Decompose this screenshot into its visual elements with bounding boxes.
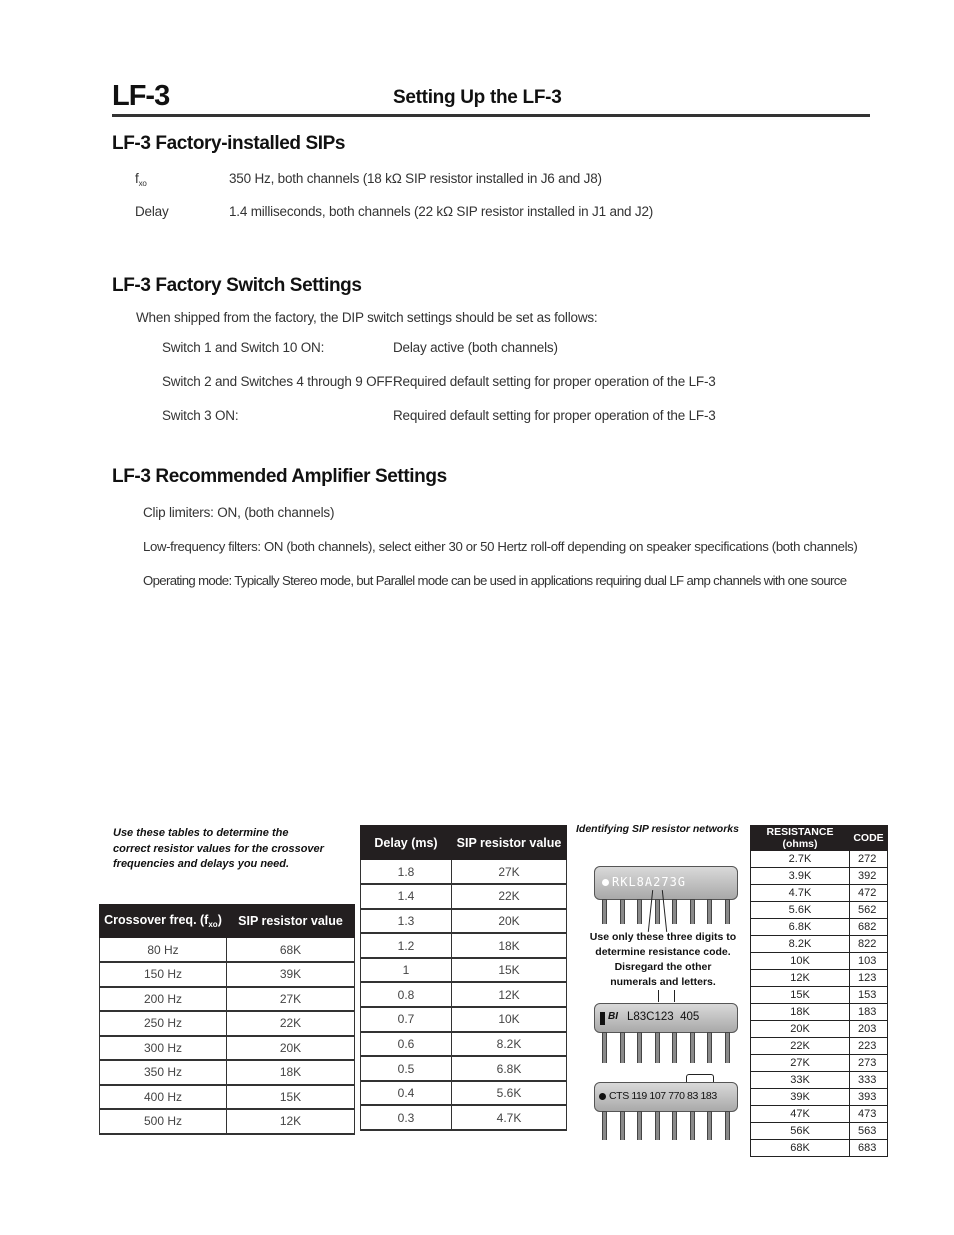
crossover-row bbox=[100, 962, 355, 987]
sip-pin bbox=[672, 1111, 677, 1140]
crossover-row bbox=[100, 1036, 355, 1061]
delay-row bbox=[361, 1032, 567, 1057]
resistance-row bbox=[751, 1072, 888, 1089]
delay-row-cell: 0.4 bbox=[361, 1081, 452, 1106]
amp-heading: LF-3 Recommended Amplifier Settings bbox=[112, 466, 447, 487]
crossover-header-value: SIP resistor value bbox=[227, 905, 355, 938]
crossover-row bbox=[100, 1109, 355, 1134]
resistance-row-cell: 473 bbox=[850, 1106, 888, 1123]
crossover-header-freq: Crossover freq. $(f_{xo})$ bbox=[100, 905, 227, 938]
delay-row-cell: 18K bbox=[452, 933, 567, 958]
delay-row-cell: 1.8 bbox=[361, 860, 452, 885]
crossover-row-cell: 250 Hz bbox=[100, 1011, 227, 1036]
crossover-row-cell: 150 Hz bbox=[100, 962, 227, 987]
amp-item-filters: Low-frequency filters: ON (both channels), select either 30 or 50 Hertz roll-off depending on speaker specifications (both channels) bbox=[143, 539, 858, 554]
sip-chip-2-text: L83C123 405 bbox=[627, 1011, 700, 1023]
delay-row-cell: 4.7K bbox=[452, 1105, 567, 1130]
delay-row-cell: 0.8 bbox=[361, 982, 452, 1007]
resistance-row-cell: 39K bbox=[751, 1089, 850, 1106]
switch-row-2-value: Required default setting for proper operation of the LF-3 bbox=[393, 374, 716, 389]
resistance-row-cell: 153 bbox=[850, 987, 888, 1004]
crossover-row bbox=[100, 987, 355, 1012]
resistance-row-cell: 27K bbox=[751, 1055, 850, 1072]
crossover-row-cell: 500 Hz bbox=[100, 1109, 227, 1134]
resistance-row bbox=[751, 1055, 888, 1072]
resistance-row bbox=[751, 851, 888, 868]
delay-row bbox=[361, 958, 567, 983]
sip-pin bbox=[707, 1032, 712, 1063]
sip-pin bbox=[690, 1111, 695, 1140]
resistance-row bbox=[751, 919, 888, 936]
sip-figure bbox=[586, 860, 746, 1150]
switches-intro: When shipped from the factory, the DIP switch settings should be set as follows: bbox=[136, 310, 598, 325]
sip-pin bbox=[637, 899, 642, 924]
delay-row bbox=[361, 982, 567, 1007]
delay-row-cell: 6.8K bbox=[452, 1056, 567, 1081]
delay-row bbox=[361, 1105, 567, 1130]
sip-pin bbox=[620, 1032, 625, 1063]
delay-row-cell: 15K bbox=[452, 958, 567, 983]
sip-figure-caption: Identifying SIP resistor networks bbox=[576, 823, 739, 835]
crossover-row-cell: 18K bbox=[227, 1060, 355, 1085]
sips-fxo-label: $f_{xo}$ bbox=[135, 171, 147, 188]
sip-pin bbox=[620, 899, 625, 924]
delay-table bbox=[360, 825, 567, 1131]
resistance-row-cell: 123 bbox=[850, 970, 888, 987]
resistance-table bbox=[750, 825, 888, 1157]
sip-pin bbox=[637, 1111, 642, 1140]
sip-instruction: Use only these three digits to determine resistance code. Disregard the other numerals and letters. bbox=[589, 931, 737, 988]
crossover-table bbox=[99, 904, 355, 1135]
sips-delay-value: 1.4 milliseconds, both channels (22 kΩ SIP resistor installed in J1 and J2) bbox=[229, 204, 654, 219]
delay-header-value: SIP resistor value bbox=[452, 826, 567, 860]
resistance-row-cell: 392 bbox=[850, 868, 888, 885]
delay-row bbox=[361, 860, 567, 885]
crossover-row bbox=[100, 938, 355, 963]
delay-row bbox=[361, 884, 567, 909]
sip-chip-2-logo: BI bbox=[608, 1011, 618, 1022]
resistance-row-cell: 333 bbox=[850, 1072, 888, 1089]
resistance-row-cell: 223 bbox=[850, 1038, 888, 1055]
switch-row-3-label: Switch 3 ON: bbox=[162, 408, 239, 423]
resistance-row-cell: 18K bbox=[751, 1004, 850, 1021]
resistance-row bbox=[751, 1004, 888, 1021]
resistance-row-cell: 103 bbox=[850, 953, 888, 970]
resistance-row-cell: 33K bbox=[751, 1072, 850, 1089]
pin1-dot-icon bbox=[599, 1093, 606, 1100]
sip-pin bbox=[602, 899, 607, 924]
resistance-row bbox=[751, 1106, 888, 1123]
crossover-row-cell: 27K bbox=[227, 987, 355, 1012]
delay-header-delay: Delay (ms) bbox=[361, 826, 452, 860]
switch-row-1-label: Switch 1 and Switch 10 ON: bbox=[162, 340, 325, 355]
crossover-row bbox=[100, 1011, 355, 1036]
resistance-row-cell: 273 bbox=[850, 1055, 888, 1072]
title-rule bbox=[112, 114, 870, 117]
crossover-row-cell: 22K bbox=[227, 1011, 355, 1036]
pointer-line-3 bbox=[658, 990, 659, 1002]
crossover-row-cell: 39K bbox=[227, 962, 355, 987]
delay-row-cell: 1.4 bbox=[361, 884, 452, 909]
delay-row-cell: 22K bbox=[452, 884, 567, 909]
resistance-row-cell: 682 bbox=[850, 919, 888, 936]
crossover-row-cell: 200 Hz bbox=[100, 987, 227, 1012]
delay-row bbox=[361, 909, 567, 934]
delay-row-cell: 5.6K bbox=[452, 1081, 567, 1106]
delay-row bbox=[361, 1056, 567, 1081]
switch-row-2-label: Switch 2 and Switches 4 through 9 OFF: bbox=[162, 374, 397, 389]
sip-chip-3 bbox=[594, 1082, 738, 1112]
resistance-row-cell: 68K bbox=[751, 1140, 850, 1157]
sip-pin bbox=[707, 1111, 712, 1140]
delay-row-cell: 10K bbox=[452, 1007, 567, 1032]
crossover-row bbox=[100, 1060, 355, 1085]
sip-pin bbox=[690, 1032, 695, 1063]
sips-heading: LF-3 Factory-installed SIPs bbox=[112, 133, 346, 154]
switches-heading: LF-3 Factory Switch Settings bbox=[112, 275, 362, 296]
delay-row bbox=[361, 933, 567, 958]
resistance-row bbox=[751, 885, 888, 902]
crossover-row-cell: 80 Hz bbox=[100, 938, 227, 963]
resistance-row-cell: 563 bbox=[850, 1123, 888, 1140]
crossover-row-cell: 15K bbox=[227, 1085, 355, 1110]
sip-pin bbox=[672, 899, 677, 924]
crossover-row bbox=[100, 1085, 355, 1110]
resistance-row bbox=[751, 953, 888, 970]
sips-fxo-value: 350 Hz, both channels (18 kΩ SIP resistor installed in J6 and J8) bbox=[229, 171, 602, 186]
delay-row-cell: 12K bbox=[452, 982, 567, 1007]
sip-pin bbox=[655, 899, 660, 924]
crossover-row-cell: 350 Hz bbox=[100, 1060, 227, 1085]
doc-code: LF-3 bbox=[112, 80, 170, 112]
sip-pin bbox=[637, 1032, 642, 1063]
sip-pin bbox=[725, 1111, 730, 1140]
resistance-row-cell: 203 bbox=[850, 1021, 888, 1038]
sip-pin bbox=[725, 899, 730, 924]
sip-pin bbox=[602, 1111, 607, 1140]
sip-pin bbox=[725, 1032, 730, 1063]
pointer-line-4 bbox=[674, 990, 675, 1002]
sip-pin bbox=[602, 1032, 607, 1063]
resistance-row-cell: 47K bbox=[751, 1106, 850, 1123]
delay-row-cell: 0.5 bbox=[361, 1056, 452, 1081]
delay-row bbox=[361, 1081, 567, 1106]
resistance-header: RESISTANCE (ohms) bbox=[751, 826, 850, 851]
resistance-row-cell: 22K bbox=[751, 1038, 850, 1055]
resistance-row-cell: 6.8K bbox=[751, 919, 850, 936]
resistance-row-cell: 822 bbox=[850, 936, 888, 953]
resistance-row-cell: 683 bbox=[850, 1140, 888, 1157]
resistance-row bbox=[751, 970, 888, 987]
delay-row-cell: 1.3 bbox=[361, 909, 452, 934]
switch-row-3-value: Required default setting for proper operation of the LF-3 bbox=[393, 408, 716, 423]
delay-row-cell: 0.6 bbox=[361, 1032, 452, 1057]
resistance-row-cell: 8.2K bbox=[751, 936, 850, 953]
delay-row-cell: 8.2K bbox=[452, 1032, 567, 1057]
resistance-row bbox=[751, 936, 888, 953]
resistance-row-cell: 56K bbox=[751, 1123, 850, 1140]
resistance-row-cell: 472 bbox=[850, 885, 888, 902]
delay-row bbox=[361, 1007, 567, 1032]
sip-pin bbox=[690, 899, 695, 924]
sip-chip-1-text: RKL8A273G bbox=[612, 875, 687, 889]
delay-row-cell: 27K bbox=[452, 860, 567, 885]
resistance-row bbox=[751, 868, 888, 885]
delay-row-cell: 1 bbox=[361, 958, 452, 983]
code-header: CODE bbox=[850, 826, 888, 851]
sip-chip-2 bbox=[594, 1003, 738, 1033]
crossover-row-cell: 68K bbox=[227, 938, 355, 963]
sip-chip-1 bbox=[594, 866, 738, 900]
sips-delay-label: Delay bbox=[135, 204, 169, 219]
sip-pin bbox=[672, 1032, 677, 1063]
delay-row-cell: 1.2 bbox=[361, 933, 452, 958]
sip-pin bbox=[707, 899, 712, 924]
delay-row-cell: 20K bbox=[452, 909, 567, 934]
pin1-dot-icon bbox=[602, 879, 609, 886]
pin1-bar-icon bbox=[600, 1012, 605, 1025]
sip-pin bbox=[620, 1111, 625, 1140]
resistance-row-cell: 272 bbox=[850, 851, 888, 868]
resistance-row-cell: 2.7K bbox=[751, 851, 850, 868]
resistance-row-cell: 183 bbox=[850, 1004, 888, 1021]
resistance-row bbox=[751, 987, 888, 1004]
resistance-row bbox=[751, 1140, 888, 1157]
sip-pin bbox=[655, 1032, 660, 1063]
resistance-row bbox=[751, 1089, 888, 1106]
crossover-row-cell: 400 Hz bbox=[100, 1085, 227, 1110]
resistance-row-cell: 10K bbox=[751, 953, 850, 970]
sip-chip-3-text: CTS 119 107 770 83 183 bbox=[609, 1090, 717, 1102]
tables-note: Use these tables to determine the correct resistor values for the crossover frequencies and delays you need. bbox=[113, 827, 324, 870]
resistance-row-cell: 393 bbox=[850, 1089, 888, 1106]
resistance-row bbox=[751, 1021, 888, 1038]
page-title: Setting Up the LF-3 bbox=[393, 87, 562, 108]
switch-row-1-value: Delay active (both channels) bbox=[393, 340, 558, 355]
resistance-row bbox=[751, 1038, 888, 1055]
resistance-row-cell: 4.7K bbox=[751, 885, 850, 902]
crossover-row-cell: 20K bbox=[227, 1036, 355, 1061]
resistance-row bbox=[751, 902, 888, 919]
resistance-row-cell: 12K bbox=[751, 970, 850, 987]
resistance-row-cell: 3.9K bbox=[751, 868, 850, 885]
delay-row-cell: 0.3 bbox=[361, 1105, 452, 1130]
resistance-row-cell: 20K bbox=[751, 1021, 850, 1038]
resistance-row bbox=[751, 1123, 888, 1140]
resistance-row-cell: 15K bbox=[751, 987, 850, 1004]
sip-pin bbox=[655, 1111, 660, 1140]
resistance-row-cell: 562 bbox=[850, 902, 888, 919]
delay-row-cell: 0.7 bbox=[361, 1007, 452, 1032]
resistance-row-cell: 5.6K bbox=[751, 902, 850, 919]
crossover-row-cell: 300 Hz bbox=[100, 1036, 227, 1061]
crossover-row-cell: 12K bbox=[227, 1109, 355, 1134]
amp-item-mode: Operating mode: Typically Stereo mode, but Parallel mode can be used in applications requiring dual LF amp channels with one source bbox=[143, 573, 847, 588]
amp-item-clip: Clip limiters: ON, (both channels) bbox=[143, 505, 335, 520]
